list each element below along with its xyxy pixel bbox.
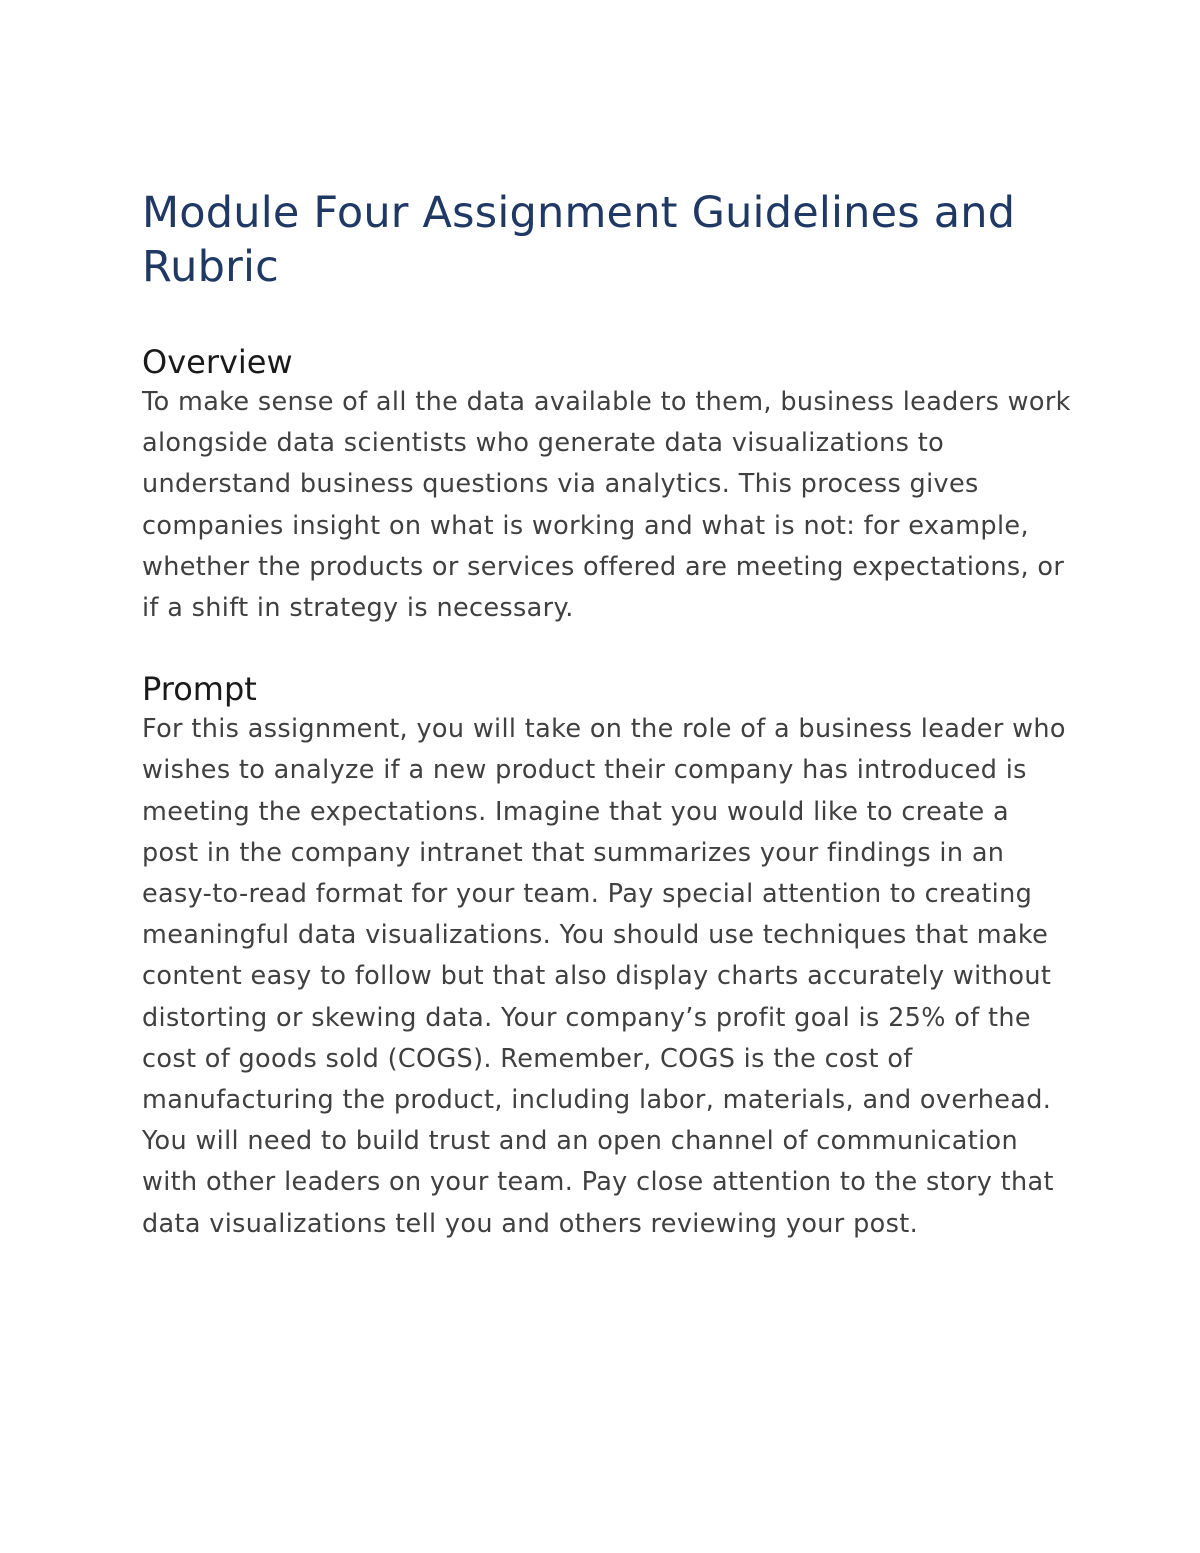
document-title: Module Four Assignment Guidelines and Rubric [142,188,1016,292]
overview-paragraph: To make sense of all the data available to them, business leaders work alongside data scientists who generate data visualizations to understand business questions via analytics. This process gives companies insight on what is working and what is not: for example, whether the products or services offered are meeting expectations, or if a shift in strategy is necessary. [142,387,1071,624]
document-content [142,186,1072,1245]
prompt-paragraph: For this assignment, you will take on the role of a business leader who wishes to analyze if a new product their company has introduced is meeting the expectations. Imagine that you would like to create a post in the company intranet that summarizes your findings in an easy-to-read format for your team. Pay special attention to creating meaningful data visualizations. You should use techniques that make content easy to follow but that also display charts accurately without distorting or skewing data. Your company’s profit goal is 25% of the cost of goods sold (COGS). Remember, COGS is the cost of manufacturing the product, including labor, materials, and overhead. You will need to build trust and an open channel of communication with other leaders on your team. Pay close attention to the story that data visualizations tell you and others reviewing your post. [142,714,1066,1239]
prompt-heading: Prompt [142,670,257,709]
overview-heading: Overview [142,343,293,381]
